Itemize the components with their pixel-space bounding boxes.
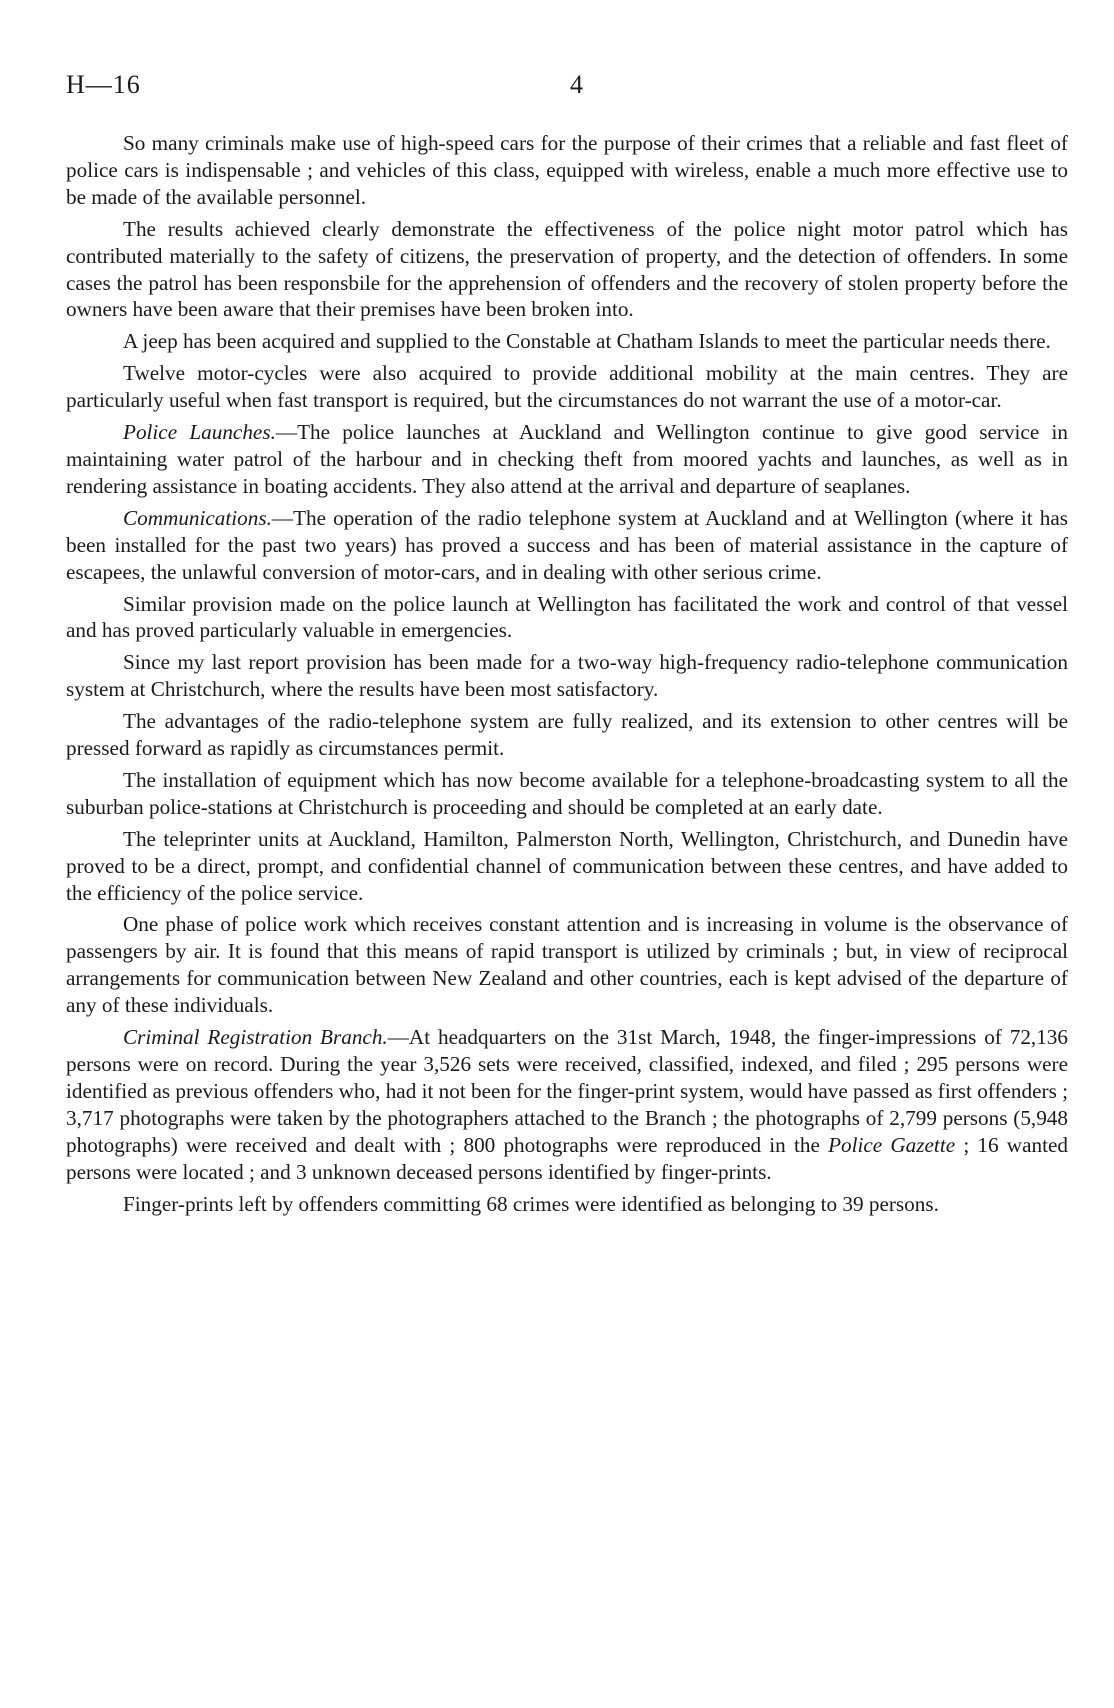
paragraph: [66, 826, 1068, 907]
paragraph: [66, 1191, 1068, 1218]
paragraph: [66, 708, 1068, 762]
paragraph: [66, 216, 1068, 324]
paragraph-text: The installation of equipment which has now become available for a telephone-broadcasting system to all the suburban police-stations at Christchurch is proceeding and should be completed at an early date.: [66, 767, 1068, 819]
paragraph-text: Finger-prints left by offenders committing 68 crimes were identified as belonging to 39 persons.: [123, 1191, 939, 1216]
paragraph: [66, 591, 1068, 645]
section-heading-criminal-registration: Criminal Registration Branch.: [123, 1025, 388, 1050]
document-code: H—16: [66, 70, 141, 99]
paragraph-text: Twelve motor-cycles were also acquired to provide additional mobility at the main centres. They are particularly useful when fast transport is required, but the circumstances do not warrant the use of a motor-car.: [66, 361, 1068, 413]
report-body: [66, 130, 1068, 1222]
paragraph: [66, 360, 1068, 414]
paragraph: [66, 505, 1068, 586]
paragraph-text: So many criminals make use of high-speed cars for the purpose of their crimes that a reliable and fast fleet of police cars is indispensable ; and vehicles of this class, equipped with wireless, enable a much more effective use to be made of the available personnel.: [66, 131, 1068, 209]
paragraph-text: Similar provision made on the police launch at Wellington has facilitated the work and control of that vessel and has proved particularly valuable in emergencies.: [66, 591, 1068, 643]
page-header: [66, 70, 1068, 104]
paragraph-text: The teleprinter units at Auckland, Hamilton, Palmerston North, Wellington, Christchurch, and Dunedin have proved to be a direct, prompt, and confidential channel of communication between these centres, and have added to the efficiency of the police service.: [66, 826, 1068, 905]
publication-title: Police Gazette: [828, 1132, 956, 1157]
paragraph-text: —The operation of the radio telephone system at Auckland and at Wellington (where it has been installed for the past two years) has proved a success and has been of material assistance in the capture of escapees, the unlawful conversion of motor-cars, and in dealing with other serious crime.: [66, 505, 1068, 584]
paragraph: [66, 130, 1068, 211]
paragraph-text: A jeep has been acquired and supplied to the Constable at Chatham Islands to meet the particular needs there.: [123, 329, 1051, 354]
section-heading-communications: Communications.: [123, 505, 272, 530]
paragraph-text: ; 16 wanted persons were located ; and 3 unknown deceased persons identified by finger-prints.: [66, 1132, 1068, 1184]
paragraph: [66, 328, 1068, 355]
page-number: 4: [570, 70, 583, 99]
paragraph: [66, 419, 1068, 500]
paragraph: [66, 1024, 1068, 1185]
paragraph: [66, 649, 1068, 703]
section-heading-police-launches: Police Launches.: [123, 420, 276, 445]
paragraph-text: The results achieved clearly demonstrate the effectiveness of the police night motor patrol which has contributed materially to the safety of citizens, the preservation of property, and the detection of offenders. In some cases the patrol has been responsbile for the apprehension of offenders and the recovery of stolen property before the owners have been aware that their premises have been broken into.: [66, 216, 1068, 322]
paragraph-text: The advantages of the radio-telephone system are fully realized, and its extension to other centres will be pressed forward as rapidly as circumstances permit.: [66, 709, 1068, 761]
paragraph-text: Since my last report provision has been made for a two-way high-frequency radio-telephone communication system at Christchurch, where the results have been most satisfactory.: [66, 650, 1068, 702]
paragraph: [66, 911, 1068, 1019]
paragraph-text: —At headquarters on the 31st March, 1948, the finger-impressions of 72,136 persons were on record. During the year 3,526 sets were received, classified, indexed, and filed ; 295 persons were identified as previous offenders who, had it not been for the finger-print system, would have passed as first offenders ; 3,717 photographs were taken by the photographers attached to the Branch ; the photographs of 2,799 persons (5,948 photographs) were received and dealt with ; 800 photographs were reproduced in the: [66, 1025, 1068, 1157]
paragraph: [66, 767, 1068, 821]
paragraph-text: One phase of police work which receives constant attention and is increasing in volume is the observance of passengers by air. It is found that this means of rapid transport is utilized by criminals ; but, in view of reciprocal arrangements for communication between New Zealand and other countries, each is kept advised of the departure of any of these individuals.: [66, 912, 1068, 1018]
paragraph-text: —The police launches at Auckland and Wellington continue to give good service in maintaining water patrol of the harbour and in checking theft from moored yachts and launches, as well as in rendering assistance in boating accidents. They also attend at the arrival and departure of seaplanes.: [66, 420, 1068, 498]
